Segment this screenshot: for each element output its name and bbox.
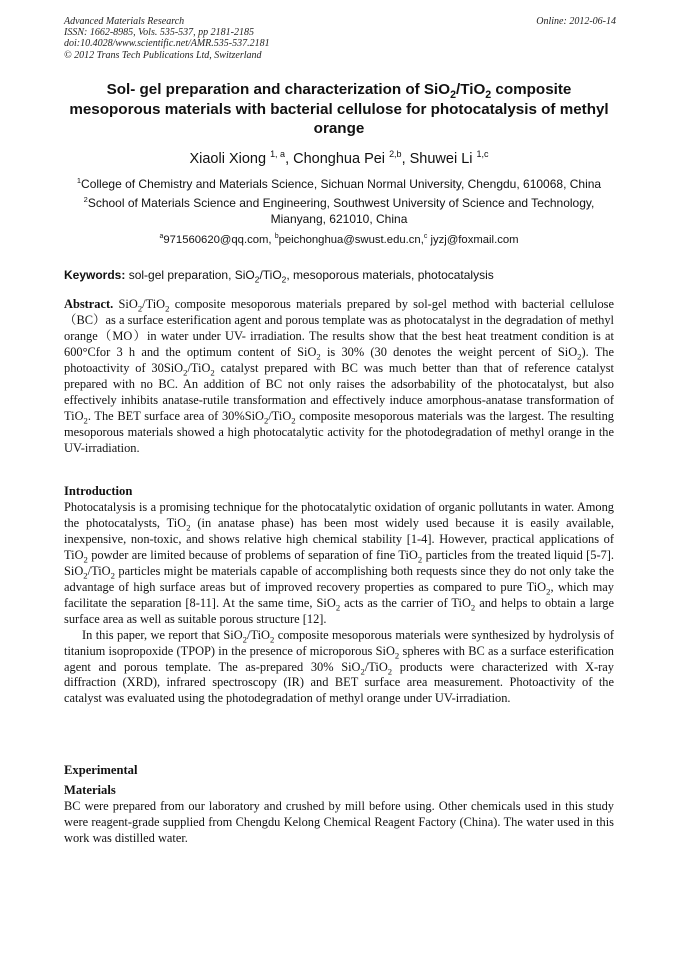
materials-heading: Materials [64, 783, 116, 797]
author-emails: $^a$971560620@qq.com, $^b$peichonghua@swust.edu.cn,$^c$ jyzj@foxmail.com [159, 233, 519, 246]
affiliation-2: $^2$School of Materials Science and Engineering, Southwest University of Science and Technology, Mianyang, 621010, China [83, 195, 595, 226]
experimental-heading: Experimental [64, 763, 138, 777]
journal-header [64, 16, 616, 61]
materials-text: BC were prepared from our laboratory and crushed by mill before using. Other chemicals used in this study were reagent-grade supplied from Chengdu Kelong Chemical Reagent Factory (China). The water used in this work was distilled water. [64, 799, 614, 845]
abstract: Abstract. SiO$_2$/TiO$_2$ composite mesoporous materials prepared by sol-gel method with bacterial cellulose（BC）as a surface esterification agent and porous template was as photocatalyst in the degradation of methyl orange（MO）in water under UV- irradiation. The results show that the best heat treatment condition is at 600°Cfor 3 h and the optimum content of SiO$_2$ is 30% (30 denotes the weight percent of SiO$_2$). The photoactivity of 30SiO$_2$/TiO$_2$ catalyst prepared with BC was much better than that of reference catalyst prepared with no BC. An addition of BC not only raises the adsorbability of the photocatalyst, but also effectively inhibits anatase-rutile transformation and effectively induce amorphous-anatase transformation of TiO$_2$. The BET surface area of 30%SiO$_2$/TiO$_2$ composite mesoporous materials was the largest. The resulting mesoporous materials showed a high photocatalytic activity for the photodegradation of methyl orange in the UV-irradiation. [64, 297, 614, 455]
paper-title: Sol- gel preparation and characterization of SiO$_2$/TiO$_2$ composite mesoporous materials with bacterial cellulose for photocatalysis of methyl orange [69, 81, 609, 137]
online-date: Online: 2012-06-14 [536, 16, 616, 27]
affiliation-1: $^1$College of Chemistry and Materials Science, Sichuan Normal University, Chengdu, 610068, China [76, 176, 602, 191]
introduction-heading: Introduction [64, 484, 133, 498]
journal-name: Advanced Materials Research [64, 16, 185, 27]
doi-line: doi:10.4028/www.scientific.net/AMR.535-537.2181 [64, 38, 270, 50]
abstract-label: Abstract. [64, 297, 114, 311]
author-list: Xiaoli Xiong $^{1, a}$, Chonghua Pei $^{2,b}$, Shuwei Li $^{1,c}$ [189, 149, 489, 167]
keywords: Keywords: sol-gel preparation, SiO$_2$/TiO$_2$, mesoporous materials, photocatalysis [64, 268, 494, 285]
copyright-line: © 2012 Trans Tech Publications Ltd, Switzerland [64, 49, 262, 61]
keywords-label: Keywords: [64, 268, 126, 282]
intro-paragraph-2: In this paper, we report that SiO$_2$/TiO$_2$ composite mesoporous materials were synthesized by hydrolysis of titanium isopropoxide (TPOP) in the presence of microporous SiO$_2$ spheres with BC as a surface esterification agent and porous template. The as-prepared 30% SiO$_2$/TiO$_2$ products were characterized with X-ray diffraction (XRD), infrared spectroscopy (IR) and BET surface area measurement. Photoactivity of the catalyst was evaluated using the photodegradation of methyl orange under UV-irradiation. [64, 627, 614, 706]
intro-paragraph-1: Photocatalysis is a promising technique for the photocatalytic oxidation of organic pollutants in water. Among the photocatalysts, TiO$_2$ (in anatase phase) has been most widely used because it is easily available, inexpensive, non-toxic, and shows relative high chemical stability [1-4]. However, practical applications of TiO$_2$ powder are limited because of problems of separation of fine TiO$_2$ particles from the treated liquid [5-7]. SiO$_2$/TiO$_2$ particles might be materials capable of accomplishing both requests since they do not only take the advantage of high surface areas but of improved recovery properties as compared to pure TiO$_2$, which may facilitate the separation [8-11]. At the same time, SiO$_2$ acts as the carrier of TiO$_2$ and helps to obtain a large surface area as well as suitable porous structure [12]. [64, 500, 615, 626]
issn-line: ISSN: 1662-8985, Vols. 535-537, pp 2181-2185 [64, 27, 254, 39]
introduction-body [64, 500, 614, 707]
